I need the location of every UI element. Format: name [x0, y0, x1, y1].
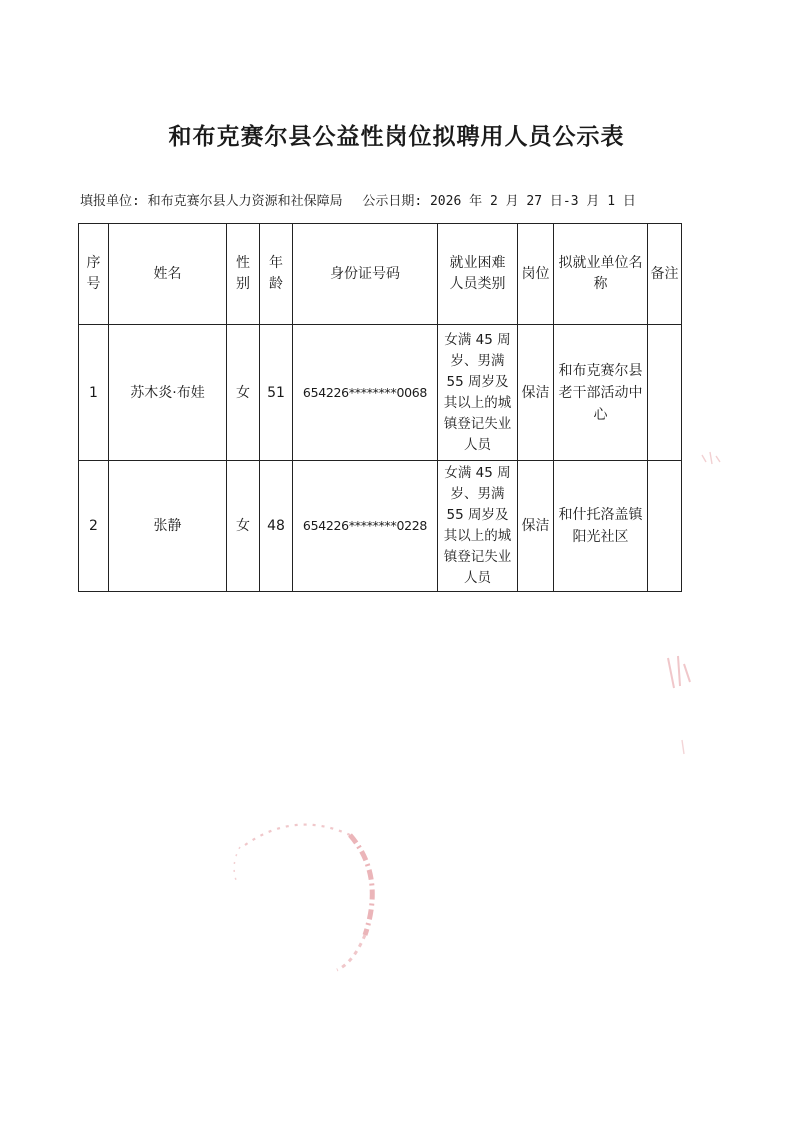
cell-category: 女满 45 周岁、男满 55 周岁及其以上的城镇登记失业人员	[438, 461, 518, 592]
cell-gender: 女	[227, 461, 260, 592]
col-header-post: 岗位	[518, 224, 554, 325]
cell-age: 48	[260, 461, 293, 592]
table-row	[79, 325, 682, 461]
cell-remark	[648, 325, 682, 461]
table-row	[79, 461, 682, 592]
cell-category: 女满 45 周岁、男满 55 周岁及其以上的城镇登记失业人员	[438, 325, 518, 461]
cell-age: 51	[260, 325, 293, 461]
cell-remark	[648, 461, 682, 592]
page-title: 和布克赛尔县公益性岗位拟聘用人员公示表	[168, 124, 625, 150]
cell-id-number: 654226********0068	[293, 325, 438, 461]
unit-label: 填报单位:	[80, 194, 140, 209]
cell-post: 保洁	[518, 461, 554, 592]
col-header-unit: 拟就业单位名称	[554, 224, 648, 325]
official-seal-mark	[225, 805, 390, 975]
cell-gender: 女	[227, 325, 260, 461]
col-header-age: 年龄	[260, 224, 293, 325]
cell-name: 张静	[109, 461, 227, 592]
cell-unit: 和什托洛盖镇阳光社区	[554, 461, 648, 592]
cell-id-number: 654226********0228	[293, 461, 438, 592]
personnel-table	[78, 223, 682, 592]
col-header-name: 姓名	[109, 224, 227, 325]
col-header-no: 序号	[79, 224, 109, 325]
seal-bleed-mark	[660, 650, 700, 760]
table-header-row	[79, 224, 682, 325]
cell-unit: 和布克赛尔县老干部活动中心	[554, 325, 648, 461]
date-value: 2026 年 2 月 27 日-3 月 1 日	[429, 194, 636, 209]
col-header-id-number: 身份证号码	[293, 224, 438, 325]
cell-post: 保洁	[518, 325, 554, 461]
col-header-category: 就业困难人员类别	[438, 224, 518, 325]
col-header-gender: 性别	[227, 224, 260, 325]
date-label: 公示日期:	[362, 194, 423, 209]
cell-name: 苏木炎·布娃	[109, 325, 227, 461]
cell-no: 1	[79, 325, 109, 461]
unit-value: 和布克赛尔县人力资源和社保障局	[147, 194, 343, 209]
header-info-line	[80, 190, 636, 209]
seal-bleed-mark	[698, 440, 728, 470]
cell-no: 2	[79, 461, 109, 592]
col-header-remark: 备注	[648, 224, 682, 325]
